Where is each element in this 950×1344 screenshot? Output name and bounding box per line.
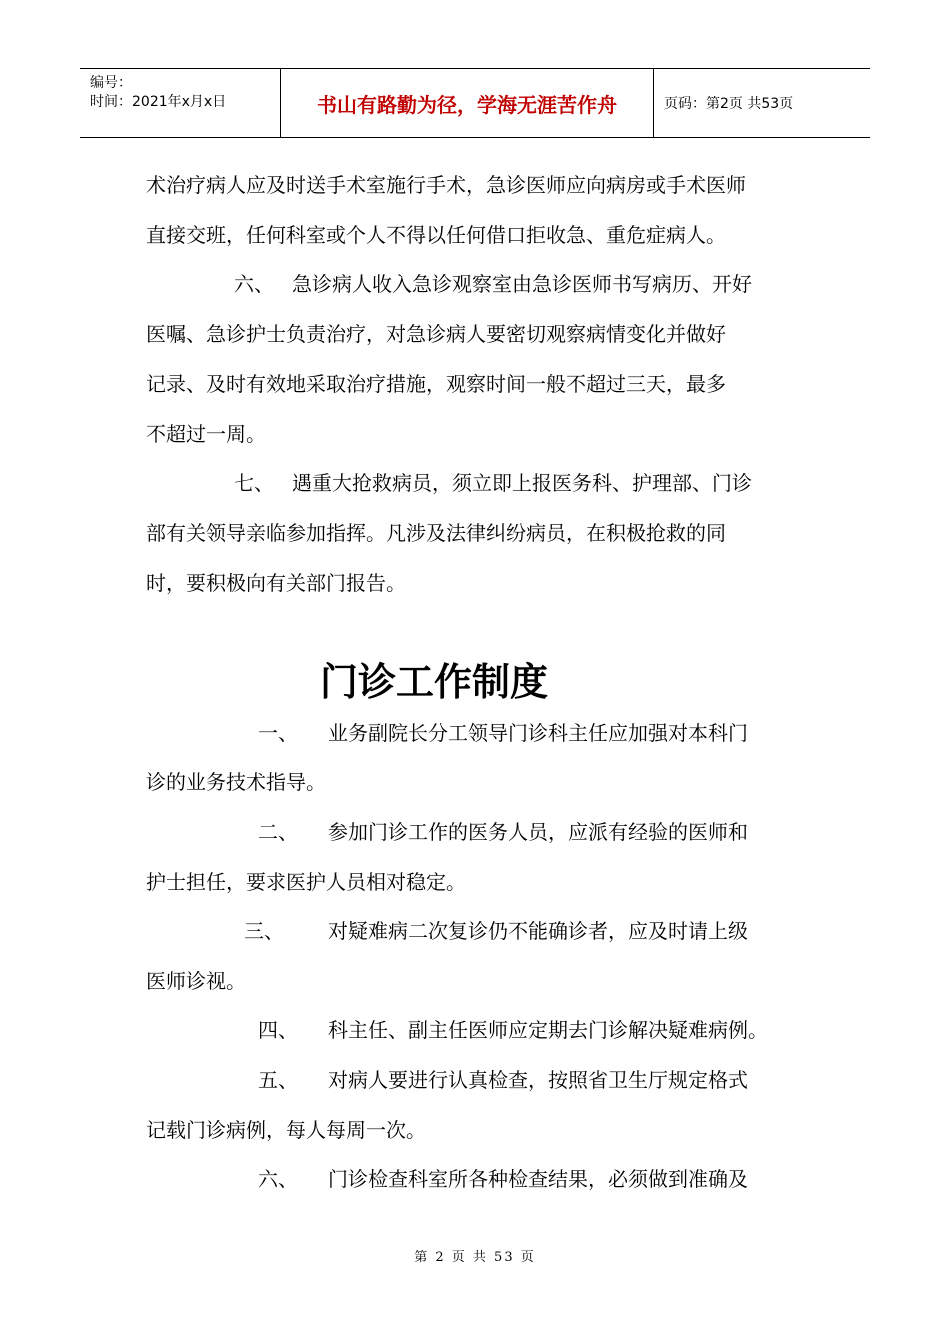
item-text: 参加门诊工作的医务人员，应派有经验的医师和 bbox=[328, 820, 748, 844]
paragraph-line: 不超过一周。 bbox=[146, 422, 266, 446]
item-number: 二、 bbox=[258, 820, 298, 844]
list-item bbox=[258, 1166, 748, 1192]
paragraph-line: 护士担任，要求医护人员相对稳定。 bbox=[146, 870, 466, 894]
item-number: 一、 bbox=[258, 721, 298, 745]
paragraph-line: 记录、及时有效地采取治疗措施，观察时间一般不超过三天，最多 bbox=[146, 372, 726, 396]
item-text: 科主任、副主任医师应定期去门诊解决疑难病例。 bbox=[328, 1018, 768, 1042]
section-title: 门诊工作制度 bbox=[319, 660, 548, 704]
paragraph-line: 医嘱、急诊护士负责治疗，对急诊病人要密切观察病情变化并做好 bbox=[146, 322, 726, 346]
header-meta bbox=[80, 69, 281, 137]
item-text: 对病人要进行认真检查，按照省卫生厅规定格式 bbox=[328, 1068, 748, 1092]
item-number: 三、 bbox=[244, 919, 284, 943]
item-text: 门诊检查科室所各种检查结果，必须做到准确及 bbox=[328, 1167, 748, 1191]
document-number-label: 编号： bbox=[90, 75, 132, 91]
item-number: 五、 bbox=[258, 1068, 298, 1092]
page-footer: 第 2 页 共 53 页 bbox=[414, 1250, 536, 1265]
list-item bbox=[258, 720, 748, 746]
item-number: 六、 bbox=[234, 272, 274, 296]
item-text: 对疑难病二次复诊仍不能确诊者，应及时请上级 bbox=[328, 919, 748, 943]
paragraph-line: 术治疗病人应及时送手术室施行手术，急诊医师应向病房或手术医师 bbox=[146, 173, 746, 197]
list-item bbox=[244, 918, 748, 944]
document-date: 时间：2021年x月x日 bbox=[90, 94, 227, 110]
item-number: 六、 bbox=[258, 1167, 298, 1191]
paragraph-line: 记载门诊病例，每人每周一次。 bbox=[146, 1118, 426, 1142]
list-item bbox=[258, 819, 748, 845]
list-item bbox=[258, 1017, 768, 1043]
paragraph-line: 直接交班，任何科室或个人不得以任何借口拒收急、重危症病人。 bbox=[146, 223, 726, 247]
paragraph-line: 部有关领导亲临参加指挥。凡涉及法律纠纷病员，在积极抢救的同 bbox=[146, 521, 726, 545]
list-item bbox=[258, 1067, 748, 1093]
item-text: 业务副院长分工领导门诊科主任应加强对本科门 bbox=[328, 721, 748, 745]
paragraph-line: 医师诊视。 bbox=[146, 969, 246, 993]
header-page-number: 页码：第2页 共53页 bbox=[664, 96, 794, 112]
header-motto: 书山有路勤为径，学海无涯苦作舟 bbox=[281, 69, 654, 137]
paragraph-line: 诊的业务技术指导。 bbox=[146, 770, 326, 794]
item-number: 七、 bbox=[234, 471, 274, 495]
item-number: 四、 bbox=[258, 1018, 298, 1042]
item-text: 遇重大抢救病员，须立即上报医务科、护理部、门诊 bbox=[292, 471, 752, 495]
list-item bbox=[234, 271, 752, 297]
item-text: 急诊病人收入急诊观察室由急诊医师书写病历、开好 bbox=[292, 272, 752, 296]
page-header bbox=[80, 68, 870, 138]
list-item bbox=[234, 470, 752, 496]
paragraph-line: 时，要积极向有关部门报告。 bbox=[146, 571, 406, 595]
